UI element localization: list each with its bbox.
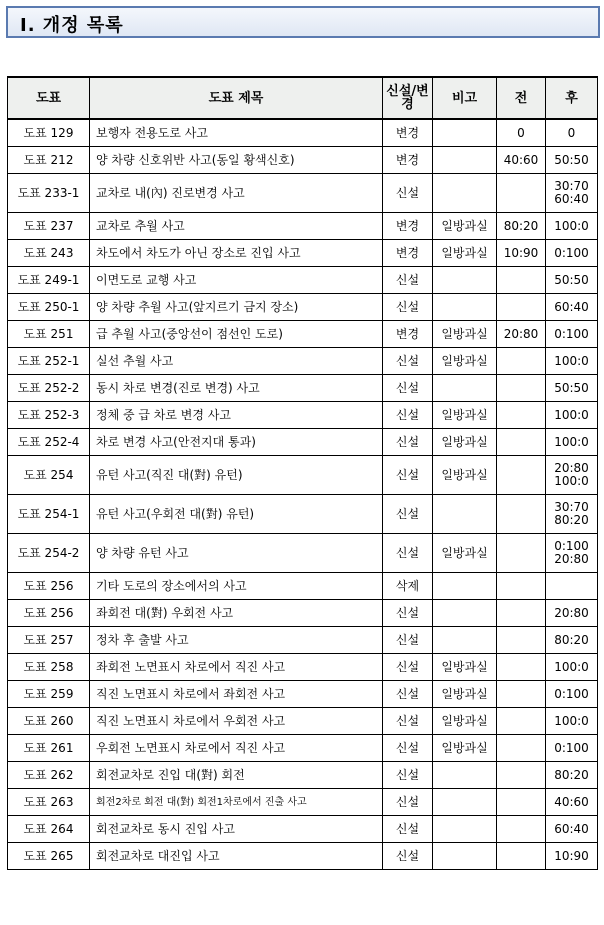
before-ratio-cell <box>497 654 546 681</box>
change-type-cell: 신설 <box>383 429 433 456</box>
chart-number-cell: 도표 261 <box>8 735 90 762</box>
after-ratio-cell <box>546 654 598 681</box>
table-row <box>8 735 598 762</box>
change-type-cell: 신설 <box>383 708 433 735</box>
note-cell <box>433 600 497 627</box>
chart-title-cell: 이면도로 교행 사고 <box>90 267 383 294</box>
chart-title-cell: 좌회전 대(對) 우회전 사고 <box>90 600 383 627</box>
change-type-cell: 삭제 <box>383 573 433 600</box>
after-ratio-value: 30:70 <box>554 179 589 193</box>
after-ratio-cell <box>546 534 598 573</box>
before-ratio-cell <box>497 681 546 708</box>
after-ratio-cell <box>546 267 598 294</box>
after-ratio-value: 50:50 <box>554 272 589 287</box>
after-ratio-value: 20:80 <box>554 461 589 475</box>
table-row <box>8 789 598 816</box>
after-ratio-value: 80:20 <box>554 632 589 647</box>
section-title: I. 개정 목록 <box>20 15 124 36</box>
after-ratio-value: 0:100 <box>554 326 589 341</box>
table-row <box>8 375 598 402</box>
chart-number-cell: 도표 254 <box>8 456 90 495</box>
before-ratio-cell <box>497 402 546 429</box>
header-note: 비고 <box>433 77 497 119</box>
chart-number-cell: 도표 263 <box>8 789 90 816</box>
after-ratio-cell <box>546 375 598 402</box>
chart-title-cell: 양 차량 추월 사고(앞지르기 금지 장소) <box>90 294 383 321</box>
after-ratio-cell <box>546 402 598 429</box>
table-row <box>8 267 598 294</box>
after-ratio-value: 10:90 <box>554 848 589 863</box>
after-ratio-cell <box>546 627 598 654</box>
after-ratio-value: 0:100 <box>554 245 589 260</box>
table-row <box>8 456 598 495</box>
note-cell <box>433 789 497 816</box>
chart-number-cell: 도표 252-3 <box>8 402 90 429</box>
after-ratio-cell <box>546 789 598 816</box>
chart-title-cell: 정차 후 출발 사고 <box>90 627 383 654</box>
chart-number-cell: 도표 264 <box>8 816 90 843</box>
note-cell: 일방과실 <box>433 240 497 267</box>
header-chart-title: 도표 제목 <box>90 77 383 119</box>
after-ratio-cell <box>546 600 598 627</box>
chart-title-cell: 유턴 사고(우회전 대(對) 유턴) <box>90 495 383 534</box>
change-type-cell: 신설 <box>383 456 433 495</box>
chart-number-cell: 도표 237 <box>8 213 90 240</box>
table-row <box>8 495 598 534</box>
section-title-box <box>6 6 600 38</box>
before-ratio-cell: 0 <box>497 119 546 147</box>
chart-number-cell: 도표 252-4 <box>8 429 90 456</box>
after-ratio-value: 100:0 <box>554 218 589 233</box>
chart-title-cell: 양 차량 유턴 사고 <box>90 534 383 573</box>
after-ratio-value: 0:100 <box>554 539 589 553</box>
table-row <box>8 147 598 174</box>
chart-number-cell: 도표 252-1 <box>8 348 90 375</box>
table-row <box>8 534 598 573</box>
after-ratio-value: 100:0 <box>554 353 589 368</box>
after-ratio-cell <box>546 213 598 240</box>
after-ratio-value: 60:40 <box>554 299 589 314</box>
after-ratio-value: 100:0 <box>554 474 589 488</box>
before-ratio-cell <box>497 348 546 375</box>
after-ratio-value: 80:20 <box>554 767 589 782</box>
after-ratio-cell <box>546 735 598 762</box>
chart-title-cell: 유턴 사고(직진 대(對) 유턴) <box>90 456 383 495</box>
chart-number-cell: 도표 243 <box>8 240 90 267</box>
after-ratio-value: 50:50 <box>554 380 589 395</box>
header-after: 후 <box>546 77 598 119</box>
before-ratio-cell: 80:20 <box>497 213 546 240</box>
table-header-row <box>8 77 598 119</box>
before-ratio-cell: 40:60 <box>497 147 546 174</box>
before-ratio-cell <box>497 789 546 816</box>
before-ratio-cell <box>497 495 546 534</box>
chart-number-cell: 도표 257 <box>8 627 90 654</box>
note-cell: 일방과실 <box>433 348 497 375</box>
before-ratio-cell <box>497 456 546 495</box>
before-ratio-cell: 20:80 <box>497 321 546 348</box>
table-row <box>8 843 598 870</box>
change-type-cell: 신설 <box>383 495 433 534</box>
after-ratio-cell <box>546 495 598 534</box>
before-ratio-cell <box>497 600 546 627</box>
after-ratio-value: 80:20 <box>554 513 589 527</box>
after-ratio-cell <box>546 762 598 789</box>
chart-number-cell: 도표 254-2 <box>8 534 90 573</box>
chart-title-cell: 우회전 노면표시 차로에서 직진 사고 <box>90 735 383 762</box>
note-cell: 일방과실 <box>433 321 497 348</box>
table-row <box>8 213 598 240</box>
change-type-cell: 신설 <box>383 402 433 429</box>
after-ratio-cell <box>546 816 598 843</box>
chart-title-cell: 실선 추월 사고 <box>90 348 383 375</box>
before-ratio-cell <box>497 375 546 402</box>
table-row <box>8 119 598 147</box>
note-cell: 일방과실 <box>433 654 497 681</box>
after-ratio-value: 100:0 <box>554 407 589 422</box>
chart-title-cell: 보행자 전용도로 사고 <box>90 119 383 147</box>
change-type-cell: 신설 <box>383 294 433 321</box>
table-row <box>8 402 598 429</box>
header-change-type: 신설/변경 <box>383 77 433 119</box>
change-type-cell: 변경 <box>383 240 433 267</box>
before-ratio-cell <box>497 267 546 294</box>
before-ratio-cell <box>497 735 546 762</box>
chart-title-cell: 양 차량 신호위반 사고(동일 황색신호) <box>90 147 383 174</box>
table-row <box>8 600 598 627</box>
chart-title-cell: 차로 변경 사고(안전지대 통과) <box>90 429 383 456</box>
chart-number-cell: 도표 259 <box>8 681 90 708</box>
table-row <box>8 681 598 708</box>
before-ratio-cell <box>497 708 546 735</box>
chart-title-cell: 급 추월 사고(중앙선이 점선인 도로) <box>90 321 383 348</box>
note-cell <box>433 816 497 843</box>
change-type-cell: 신설 <box>383 348 433 375</box>
after-ratio-value: 60:40 <box>554 192 589 206</box>
chart-title-cell: 회전교차로 동시 진입 사고 <box>90 816 383 843</box>
after-ratio-value: 0:100 <box>554 686 589 701</box>
chart-title-cell: 직진 노면표시 차로에서 우회전 사고 <box>90 708 383 735</box>
header-chart-no: 도표 <box>8 77 90 119</box>
table-body <box>8 119 598 870</box>
change-type-cell: 신설 <box>383 843 433 870</box>
before-ratio-cell <box>497 429 546 456</box>
note-cell: 일방과실 <box>433 456 497 495</box>
before-ratio-cell <box>497 534 546 573</box>
change-type-cell: 신설 <box>383 735 433 762</box>
chart-title-cell: 동시 차로 변경(진로 변경) 사고 <box>90 375 383 402</box>
change-type-cell: 신설 <box>383 375 433 402</box>
after-ratio-cell <box>546 119 598 147</box>
after-ratio-cell <box>546 240 598 267</box>
after-ratio-cell <box>546 429 598 456</box>
after-ratio-cell <box>546 294 598 321</box>
chart-title-cell: 교차로 내(內) 진로변경 사고 <box>90 174 383 213</box>
change-type-cell: 신설 <box>383 789 433 816</box>
table-row <box>8 708 598 735</box>
chart-title-cell: 좌회전 노면표시 차로에서 직진 사고 <box>90 654 383 681</box>
change-type-cell: 신설 <box>383 534 433 573</box>
note-cell <box>433 573 497 600</box>
change-type-cell: 변경 <box>383 119 433 147</box>
before-ratio-cell <box>497 816 546 843</box>
chart-number-cell: 도표 251 <box>8 321 90 348</box>
before-ratio-cell <box>497 174 546 213</box>
chart-number-cell: 도표 233-1 <box>8 174 90 213</box>
before-ratio-cell: 10:90 <box>497 240 546 267</box>
change-type-cell: 신설 <box>383 600 433 627</box>
note-cell: 일방과실 <box>433 213 497 240</box>
change-type-cell: 신설 <box>383 627 433 654</box>
table-row <box>8 348 598 375</box>
table-row <box>8 240 598 267</box>
change-type-cell: 변경 <box>383 213 433 240</box>
note-cell <box>433 294 497 321</box>
chart-number-cell: 도표 262 <box>8 762 90 789</box>
change-type-cell: 신설 <box>383 267 433 294</box>
after-ratio-value: 50:50 <box>554 152 589 167</box>
chart-number-cell: 도표 129 <box>8 119 90 147</box>
chart-number-cell: 도표 258 <box>8 654 90 681</box>
note-cell: 일방과실 <box>433 735 497 762</box>
before-ratio-cell <box>497 762 546 789</box>
note-cell <box>433 627 497 654</box>
chart-number-cell: 도표 256 <box>8 600 90 627</box>
note-cell <box>433 147 497 174</box>
after-ratio-cell <box>546 348 598 375</box>
note-cell <box>433 267 497 294</box>
after-ratio-value: 30:70 <box>554 500 589 514</box>
note-cell: 일방과실 <box>433 429 497 456</box>
after-ratio-value: 20:80 <box>554 552 589 566</box>
note-cell: 일방과실 <box>433 402 497 429</box>
change-type-cell: 변경 <box>383 321 433 348</box>
note-cell <box>433 119 497 147</box>
note-cell <box>433 843 497 870</box>
after-ratio-cell <box>546 456 598 495</box>
chart-number-cell: 도표 260 <box>8 708 90 735</box>
chart-number-cell: 도표 252-2 <box>8 375 90 402</box>
after-ratio-cell <box>546 174 598 213</box>
chart-title-cell: 회전교차로 진입 대(對) 회전 <box>90 762 383 789</box>
chart-number-cell: 도표 254-1 <box>8 495 90 534</box>
before-ratio-cell <box>497 627 546 654</box>
after-ratio-value: 20:80 <box>554 605 589 620</box>
before-ratio-cell <box>497 573 546 600</box>
revision-table <box>7 76 598 870</box>
after-ratio-cell <box>546 681 598 708</box>
after-ratio-value: 100:0 <box>554 659 589 674</box>
after-ratio-value: 60:40 <box>554 821 589 836</box>
chart-title-cell: 직진 노면표시 차로에서 좌회전 사고 <box>90 681 383 708</box>
before-ratio-cell <box>497 843 546 870</box>
after-ratio-cell <box>546 708 598 735</box>
change-type-cell: 신설 <box>383 762 433 789</box>
note-cell <box>433 495 497 534</box>
note-cell <box>433 762 497 789</box>
note-cell: 일방과실 <box>433 681 497 708</box>
chart-title-cell: 교차로 추월 사고 <box>90 213 383 240</box>
table-row <box>8 627 598 654</box>
chart-number-cell: 도표 250-1 <box>8 294 90 321</box>
after-ratio-cell <box>546 843 598 870</box>
change-type-cell: 신설 <box>383 654 433 681</box>
chart-title-cell: 회전2차로 회전 대(對) 회전1차로에서 진출 사고 <box>90 789 383 816</box>
chart-title-cell: 차도에서 차도가 아닌 장소로 진입 사고 <box>90 240 383 267</box>
table-row <box>8 294 598 321</box>
change-type-cell: 신설 <box>383 816 433 843</box>
chart-number-cell: 도표 265 <box>8 843 90 870</box>
chart-title-cell: 정체 중 급 차로 변경 사고 <box>90 402 383 429</box>
before-ratio-cell <box>497 294 546 321</box>
change-type-cell: 변경 <box>383 147 433 174</box>
chart-number-cell: 도표 212 <box>8 147 90 174</box>
table-row <box>8 429 598 456</box>
chart-title-cell: 회전교차로 대진입 사고 <box>90 843 383 870</box>
after-ratio-value: 100:0 <box>554 713 589 728</box>
change-type-cell: 신설 <box>383 681 433 708</box>
note-cell: 일방과실 <box>433 708 497 735</box>
note-cell <box>433 375 497 402</box>
note-cell <box>433 174 497 213</box>
chart-number-cell: 도표 256 <box>8 573 90 600</box>
after-ratio-value: 40:60 <box>554 794 589 809</box>
after-ratio-cell <box>546 321 598 348</box>
note-cell: 일방과실 <box>433 534 497 573</box>
change-type-cell: 신설 <box>383 174 433 213</box>
after-ratio-value: 100:0 <box>554 434 589 449</box>
after-ratio-cell <box>546 573 598 600</box>
table-row <box>8 573 598 600</box>
table-row <box>8 654 598 681</box>
after-ratio-value: 0:100 <box>554 740 589 755</box>
chart-number-cell: 도표 249-1 <box>8 267 90 294</box>
header-before: 전 <box>497 77 546 119</box>
table-row <box>8 174 598 213</box>
chart-title-cell: 기타 도로의 장소에서의 사고 <box>90 573 383 600</box>
after-ratio-value: 0 <box>567 125 576 140</box>
table-row <box>8 321 598 348</box>
table-row <box>8 762 598 789</box>
after-ratio-cell <box>546 147 598 174</box>
table-row <box>8 816 598 843</box>
